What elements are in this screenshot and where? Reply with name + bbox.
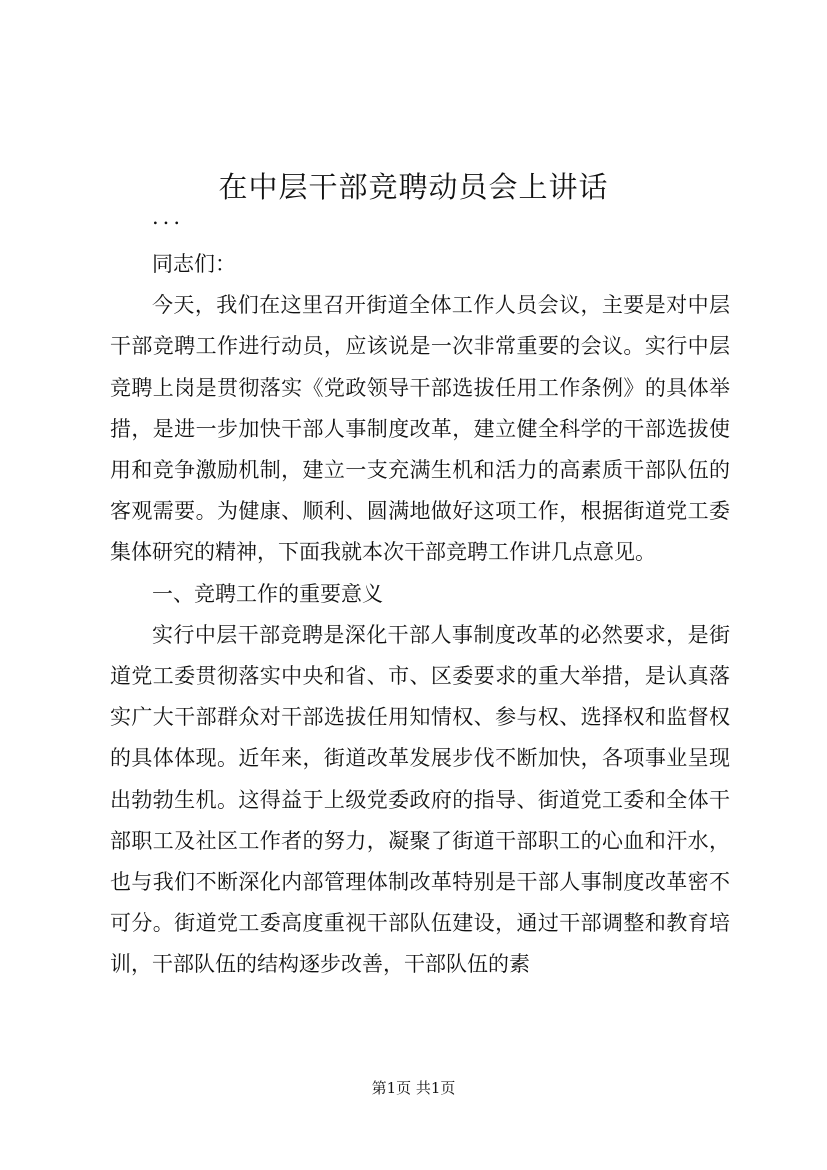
document-body xyxy=(110,203,730,986)
salutation: 同志们： xyxy=(152,252,236,276)
document-title: 在中层干部竞聘动员会上讲话 xyxy=(218,170,609,205)
section-paragraph: 实行中层干部竞聘是深化干部人事制度改革的必然要求，是街道党工委贯彻落实中央和省、市、区委要求的重大举措，是认真落实广大干部群众对干部选拔任用知情权、参与权、选择权和监督权的具体体现。近年来，街道改革发展步伐不断加快，各项事业呈现出勃勃生机。这得益于上级党委政府的指导、街道党工委和全体干部职工及社区工作者的努力，凝聚了街道干部职工的心血和汗水，也与我们不断深化内部管理体制改革特别是干部人事制度改革密不可分。街道党工委高度重视干部队伍建设，通过干部调整和教育培训，干部队伍的结构逐步改善，干部队伍的素 xyxy=(110,622,730,977)
intro-paragraph: 今天，我们在这里召开街道全体工作人员会议，主要是对中层干部竞聘工作进行动员，应该说是一次非常重要的会议。实行中层竞聘上岗是贯彻落实《党政领导干部选拔任用工作条例》的具体举措，是进一步加快干部人事制度改革，建立健全科学的干部选拔使用和竞争激励机制，建立一支充满生机和活力的高素质干部队伍的客观需要。为健康、顺利、圆满地做好这项工作，根据街道党工委集体研究的精神，下面我就本次干部竞聘工作讲几点意见。 xyxy=(110,293,730,565)
section-heading: 一、竞聘工作的重要意义 xyxy=(152,581,383,606)
page-footer: 第1页 共1页 xyxy=(371,1079,456,1097)
ellipsis-line: ... xyxy=(152,205,185,229)
